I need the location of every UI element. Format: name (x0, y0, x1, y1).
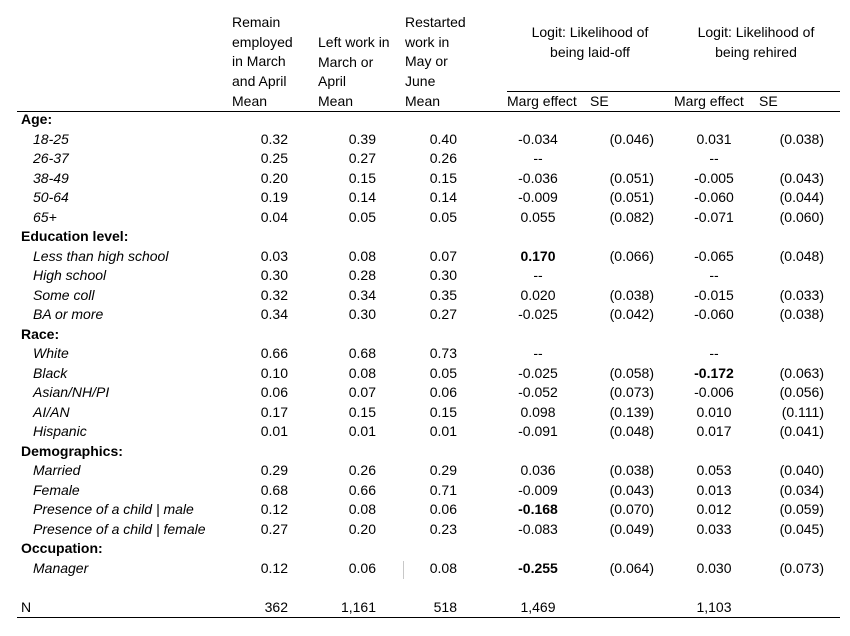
cell-se2: (0.073) (779, 559, 824, 576)
row-label: Presence of a child | female (33, 520, 206, 537)
cell-se2: (0.033) (779, 286, 824, 303)
cell-se1: (0.070) (609, 501, 654, 517)
cell-m2: 0.26 (348, 462, 376, 478)
cell-me1: -0.083 (518, 520, 558, 537)
row-label: Black (33, 364, 68, 381)
cell-m3: 0.27 (429, 306, 457, 322)
row-label: 18-25 (33, 130, 69, 147)
cell-m3: 0.73 (429, 345, 457, 361)
header-group-line: Logit: Likelihood of (697, 24, 815, 40)
row-label: White (33, 345, 69, 361)
row-label: Asian/NH/PI (33, 384, 110, 400)
cell-me1: -0.025 (518, 306, 558, 322)
subheader-marg1: Marg effect (507, 93, 577, 109)
cell-me2: 0.053 (696, 462, 732, 478)
cell-me1: 0.098 (520, 403, 556, 420)
cell-se1: (0.051) (609, 189, 654, 205)
cell-me1: -0.034 (518, 130, 558, 147)
cell-se1: (0.038) (609, 462, 654, 478)
header-col1-line: and April (232, 72, 287, 89)
cell-m3: 0.15 (429, 169, 457, 186)
cell-me1: -0.009 (518, 481, 558, 498)
cell-me1: 0.055 (520, 208, 556, 225)
cell-se2: (0.045) (779, 520, 824, 537)
cell-m2: 0.08 (348, 247, 376, 264)
cell-m1: 0.10 (260, 364, 288, 381)
cell-m1: 0.27 (260, 520, 288, 537)
cell-m1: 0.03 (260, 247, 288, 264)
cell-m3: 0.06 (429, 384, 457, 400)
cell-m3: 0.71 (429, 481, 457, 498)
cell-se2: (0.056) (779, 384, 824, 400)
cell-m3: 0.01 (429, 423, 457, 439)
header-col2-line: Left work in (318, 34, 390, 50)
cell-me2: -0.172 (694, 364, 734, 381)
row-label: 65+ (33, 208, 57, 225)
header-col2-line: April (318, 73, 347, 89)
cell-se2: (0.059) (779, 501, 824, 517)
n-row-m2: 1,161 (340, 599, 376, 615)
cell-se2: (0.060) (779, 208, 824, 225)
cell-se1: (0.043) (609, 481, 654, 498)
cell-se1: (0.066) (609, 247, 654, 264)
category-label: Race: (21, 325, 60, 342)
cell-me2: -0.005 (694, 169, 734, 186)
cell-se1: (0.042) (609, 306, 654, 322)
cell-m1: 0.19 (260, 189, 288, 205)
cell-me2: 0.033 (696, 520, 732, 537)
cell-me2: -- (709, 267, 719, 283)
cell-m2: 0.68 (348, 345, 376, 361)
category-label: Age: (21, 111, 53, 127)
cell-m2: 0.39 (348, 130, 376, 147)
cell-me2: 0.030 (696, 559, 732, 576)
header-group-laid-off (507, 23, 673, 62)
cell-m3: 0.05 (429, 364, 457, 381)
row-label: Some coll (33, 286, 95, 303)
header-col3-line: May or (405, 53, 448, 69)
cell-se1: (0.038) (609, 286, 654, 303)
cell-m1: 0.06 (260, 384, 288, 400)
cell-se1: (0.073) (609, 384, 654, 400)
header-col1-line: employed (232, 33, 293, 50)
cell-me1: -0.091 (518, 423, 558, 439)
cell-me2: -- (709, 150, 719, 166)
cell-me2: -0.015 (694, 286, 734, 303)
cell-m1: 0.30 (260, 267, 288, 283)
cell-me1: 0.020 (520, 286, 556, 303)
row-label: 50-64 (33, 189, 69, 205)
cell-me1: 0.036 (520, 462, 556, 478)
cell-m2: 0.20 (348, 520, 376, 537)
subheader-se2: SE (759, 93, 778, 109)
cell-m3: 0.29 (429, 462, 457, 478)
subheader-rule (17, 111, 840, 112)
row-label: BA or more (33, 306, 104, 322)
cell-m1: 0.25 (260, 150, 288, 166)
cell-se1: (0.139) (609, 403, 654, 420)
cell-m3: 0.23 (429, 520, 457, 537)
cell-me1: -0.255 (518, 559, 558, 576)
n-row-me1: 1,469 (520, 599, 556, 615)
category-label: Education level: (21, 228, 129, 244)
cell-m1: 0.12 (260, 559, 288, 576)
header-col3-line: June (405, 72, 436, 89)
cell-me1: -- (533, 345, 543, 361)
category-label: Occupation: (21, 540, 103, 556)
cell-se1: (0.046) (609, 130, 654, 147)
cell-m2: 0.08 (348, 364, 376, 381)
cell-m2: 0.34 (348, 286, 376, 303)
cell-se1: (0.082) (609, 208, 654, 225)
cell-me1: -0.052 (518, 384, 558, 400)
cell-m2: 0.30 (348, 306, 376, 322)
cell-m1: 0.17 (260, 403, 288, 420)
cell-se2: (0.041) (779, 423, 824, 439)
cell-se1: (0.049) (609, 520, 654, 537)
cell-se2: (0.038) (779, 306, 824, 322)
cell-m3: 0.26 (429, 150, 457, 166)
row-label: High school (33, 267, 107, 283)
row-label: Manager (33, 559, 89, 576)
row-label: Presence of a child | male (33, 501, 194, 517)
cell-me2: -0.060 (694, 189, 734, 205)
cell-se2: (0.111) (781, 403, 824, 420)
n-row-me2: 1,103 (696, 599, 732, 615)
subheader-mean1: Mean (232, 93, 268, 109)
n-row-label: N (21, 599, 32, 615)
cell-m2: 0.14 (348, 189, 376, 205)
cell-me2: -0.071 (694, 208, 734, 225)
row-label: 26-37 (33, 150, 69, 166)
header-col2-line: March or (318, 53, 374, 70)
cell-m1: 0.32 (260, 130, 288, 147)
header-col1 (232, 13, 293, 91)
n-row-m3: 518 (433, 599, 457, 615)
cell-me2: -0.060 (694, 306, 734, 322)
cell-se1: (0.064) (609, 559, 654, 576)
cell-se2: (0.034) (779, 481, 824, 498)
column-separator-mark (403, 561, 404, 579)
cell-m1: 0.29 (260, 462, 288, 478)
subheader-mean2: Mean (318, 93, 354, 109)
cell-m3: 0.35 (429, 286, 457, 303)
cell-me2: -- (709, 345, 719, 361)
cell-m3: 0.14 (429, 189, 457, 205)
cell-m3: 0.05 (429, 208, 457, 225)
cell-se2: (0.043) (779, 169, 824, 186)
row-label: Less than high school (33, 247, 169, 264)
cell-m3: 0.40 (429, 130, 457, 147)
cell-m2: 0.66 (348, 481, 376, 498)
cell-se1: (0.051) (609, 169, 654, 186)
cell-m2: 0.05 (348, 208, 376, 225)
cell-me2: 0.013 (696, 481, 732, 498)
subheader-mean3: Mean (405, 93, 441, 109)
row-label: AI/AN (33, 403, 70, 420)
row-label: Hispanic (33, 423, 87, 439)
cell-m2: 0.08 (348, 501, 376, 517)
cell-me1: -0.036 (518, 169, 558, 186)
header-group-line: Logit: Likelihood of (531, 24, 649, 40)
cell-m2: 0.06 (348, 559, 376, 576)
cell-me1: -0.168 (518, 501, 558, 517)
cell-me1: 0.170 (520, 247, 556, 264)
cell-m1: 0.12 (260, 501, 288, 517)
cell-se1: (0.058) (609, 364, 654, 381)
cell-me1: -0.025 (518, 364, 558, 381)
cell-m1: 0.34 (260, 306, 288, 322)
cell-m2: 0.28 (348, 267, 376, 283)
cell-me1: -- (533, 150, 543, 166)
header-group-rehired (673, 23, 839, 62)
n-row-m1: 362 (264, 599, 288, 615)
header-col3 (405, 13, 466, 91)
header-col3-line: work in (405, 33, 450, 50)
row-label: 38-49 (33, 169, 69, 186)
cell-m1: 0.66 (260, 345, 288, 361)
cell-se2: (0.044) (779, 189, 824, 205)
cell-me1: -- (533, 267, 543, 283)
header-group-line: being laid-off (550, 43, 630, 60)
cell-me2: -0.065 (694, 247, 734, 264)
cell-m3: 0.30 (429, 267, 457, 283)
cell-m1: 0.68 (260, 481, 288, 498)
cell-m3: 0.15 (429, 403, 457, 420)
cell-m1: 0.04 (260, 208, 288, 225)
cell-me2: 0.017 (696, 423, 732, 439)
header-group-line: being rehired (715, 43, 797, 60)
cell-me2: 0.031 (696, 130, 732, 147)
header-col3-line: Restarted (405, 14, 466, 30)
subheader-marg2: Marg effect (674, 93, 744, 109)
cell-se2: (0.038) (779, 130, 824, 147)
cell-m3: 0.08 (429, 559, 457, 576)
cell-se1: (0.048) (609, 423, 654, 439)
cell-m2: 0.15 (348, 169, 376, 186)
cell-m1: 0.32 (260, 286, 288, 303)
cell-se2: (0.048) (779, 247, 824, 264)
cell-se2: (0.063) (779, 364, 824, 381)
cell-m3: 0.07 (429, 247, 457, 264)
cell-me2: 0.012 (696, 501, 732, 517)
subheader-se1: SE (590, 93, 609, 109)
bottom-rule (17, 617, 840, 618)
header-col1-line: Remain (232, 14, 281, 30)
header-col1-line: in March (232, 53, 286, 69)
row-label: Married (33, 462, 81, 478)
cell-m2: 0.15 (348, 403, 376, 420)
cell-m2: 0.07 (348, 384, 376, 400)
row-label: Female (33, 481, 80, 498)
category-label: Demographics: (21, 442, 123, 459)
cell-me2: -0.006 (694, 384, 734, 400)
cell-m2: 0.01 (348, 423, 376, 439)
cell-me2: 0.010 (696, 403, 732, 420)
cell-se2: (0.040) (779, 462, 824, 478)
cell-me1: -0.009 (518, 189, 558, 205)
cell-m1: 0.20 (260, 169, 288, 186)
cell-m3: 0.06 (429, 501, 457, 517)
cell-m2: 0.27 (348, 150, 376, 166)
header-col2 (318, 33, 390, 92)
cell-m1: 0.01 (260, 423, 288, 439)
